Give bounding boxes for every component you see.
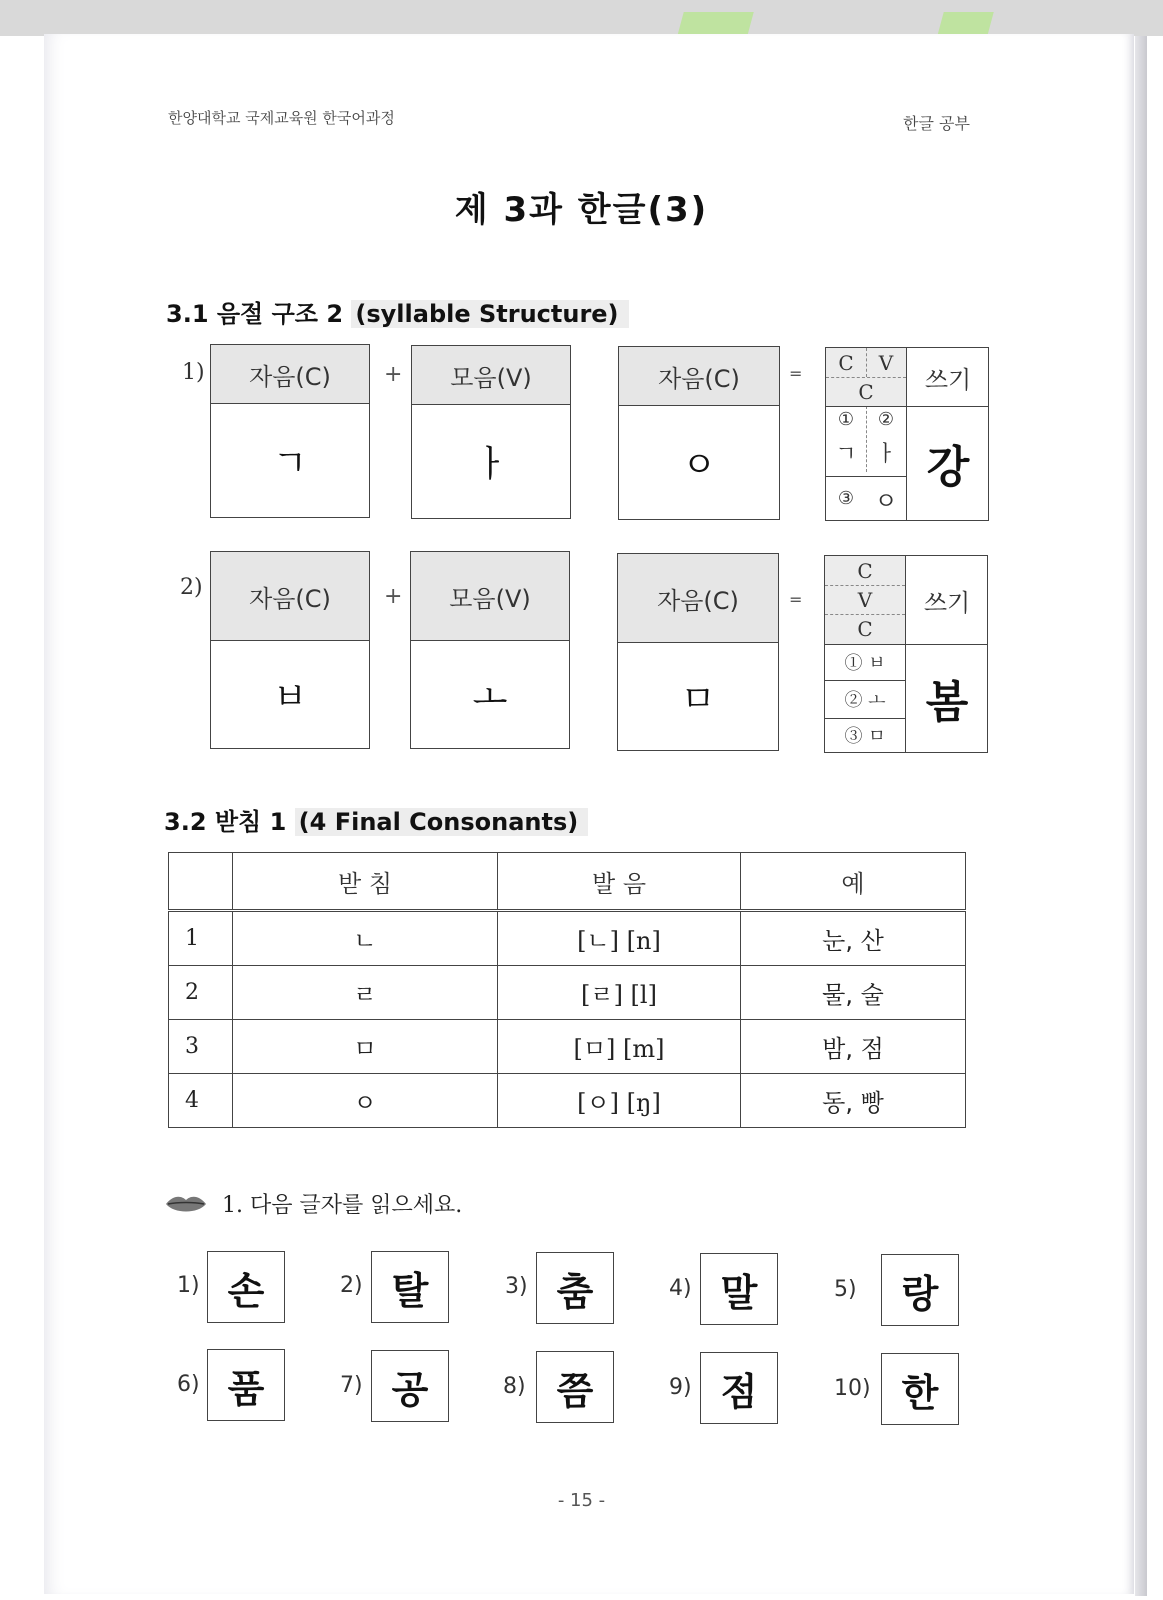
- step-2-jamo: ② ㅗ: [844, 690, 886, 711]
- section-title-ko: 받침 1: [214, 808, 287, 836]
- diagram-jamo-3: ㅇ: [874, 486, 898, 515]
- section-title-en: (4 Final Consonants): [295, 808, 589, 836]
- item-label: 5): [834, 1277, 857, 1302]
- step-3-marker: ③: [837, 487, 855, 509]
- step-2-marker: ②: [877, 408, 895, 430]
- section-title-final-consonants: [164, 802, 588, 837]
- item-label: 3): [505, 1274, 528, 1299]
- batchim-cell: ㅁ: [233, 1020, 498, 1074]
- example-cell: 눈, 산: [741, 911, 966, 966]
- item-label: 1): [177, 1273, 200, 1298]
- item-label: 7): [340, 1373, 363, 1398]
- syllable-card: 랑: [881, 1254, 959, 1326]
- syllable-card: 손: [207, 1251, 285, 1323]
- row-number: 3: [169, 1020, 233, 1074]
- table-header-example: 예: [741, 853, 966, 911]
- chapter-title: 제 3과 한글(3): [454, 190, 709, 230]
- example-cell: 물, 술: [741, 966, 966, 1020]
- pronunciation-cell: [ㅁ] [m]: [498, 1020, 741, 1074]
- diagram-jamo-1: ㄱ: [835, 441, 857, 467]
- table-row: [169, 1074, 966, 1128]
- batchim-cell: ㄹ: [233, 966, 498, 1020]
- vowel-jamo: ㅏ: [473, 443, 509, 485]
- exercise-instruction: [164, 1188, 462, 1219]
- syllable-card: 점: [700, 1352, 778, 1424]
- equals-sign: =: [789, 590, 803, 609]
- header-subject: 한글 공부: [903, 114, 970, 133]
- exercise-instruction-text: 1. 다음 글자를 읽으세요.: [222, 1193, 463, 1218]
- syllable-card: 품: [207, 1349, 285, 1421]
- equals-sign: =: [789, 364, 803, 383]
- final-consonant-box: [618, 346, 780, 520]
- table-header-pronunciation: 발 음: [498, 853, 741, 911]
- consonant-box: [210, 551, 370, 749]
- row-number: 2: [169, 966, 233, 1020]
- table-row: [169, 911, 966, 966]
- section-number: 3.1: [166, 300, 209, 328]
- table-header-row: [169, 853, 966, 911]
- batchim-cell: ㄴ: [233, 911, 498, 966]
- step-1-jamo: ① ㅂ: [844, 653, 886, 674]
- section-title-ko: 음절 구조 2: [216, 300, 344, 328]
- plus-sign: +: [384, 362, 403, 387]
- example-cell: 동, 빵: [741, 1074, 966, 1128]
- diagram-c-bottom: C: [857, 617, 873, 641]
- diagram-v-mid: V: [857, 587, 873, 612]
- final-consonant-jamo: ㅇ: [681, 444, 717, 486]
- diagram-jamo-2: ㅏ: [875, 441, 897, 467]
- batchim-cell: ㅇ: [233, 1074, 498, 1128]
- consonant-jamo: ㅂ: [272, 676, 308, 718]
- pronunciation-cell: [ㄹ] [l]: [498, 966, 741, 1020]
- syllable-card: 춤: [536, 1252, 614, 1324]
- final-consonant-header: 자음(C): [619, 347, 779, 406]
- table-header-blank: [169, 853, 233, 911]
- step-3-jamo: ③ ㅁ: [844, 726, 886, 747]
- item-label: 10): [834, 1376, 871, 1401]
- lips-icon: [164, 1192, 208, 1216]
- vowel-header: 모음(V): [411, 552, 569, 641]
- page-number: - 15 -: [557, 1490, 606, 1511]
- vowel-box: [410, 551, 570, 749]
- syllable-card: 탈: [371, 1251, 449, 1323]
- item-label: 9): [669, 1375, 692, 1400]
- section-title-en: (syllable Structure): [351, 300, 628, 328]
- final-consonant-jamo: ㅁ: [680, 678, 716, 720]
- item-label: 4): [669, 1276, 692, 1301]
- plus-sign: +: [384, 584, 403, 609]
- table-row: [169, 1020, 966, 1074]
- table-header-batchim: 받 침: [233, 853, 498, 911]
- page-edge: [1135, 36, 1147, 1596]
- consonant-header: 자음(C): [211, 345, 369, 404]
- consonant-jamo: ㄱ: [272, 442, 308, 484]
- write-label: 쓰기: [924, 365, 972, 394]
- diagram-v-top: V: [878, 350, 894, 375]
- vowel-header: 모음(V): [412, 346, 570, 405]
- vowel-jamo: ㅗ: [472, 676, 508, 718]
- diagram-c-bottom: C: [858, 379, 874, 404]
- final-consonant-header: 자음(C): [618, 554, 778, 643]
- syllable-diagram-cvc: [825, 347, 989, 521]
- final-consonant-box: [617, 553, 779, 751]
- item-label: 2): [340, 1273, 363, 1298]
- table-row: [169, 966, 966, 1020]
- consonant-box: [210, 344, 370, 518]
- final-consonant-table: [168, 852, 966, 1128]
- syllable-card: 말: [700, 1253, 778, 1325]
- item-label: 6): [177, 1372, 200, 1397]
- pronunciation-cell: [ㅇ] [ŋ]: [498, 1074, 741, 1128]
- example-cell: 밤, 점: [741, 1020, 966, 1074]
- written-syllable: 강: [926, 442, 970, 493]
- step-1-marker: ①: [837, 408, 855, 430]
- section-title-syllable-structure: [166, 294, 629, 329]
- row-number: 1: [169, 911, 233, 966]
- row-number: 4: [169, 1074, 233, 1128]
- row-label: 1): [182, 360, 205, 385]
- vowel-box: [411, 345, 571, 519]
- write-label: 쓰기: [923, 588, 971, 617]
- diagram-c-top: C: [838, 350, 854, 375]
- written-syllable: 봄: [925, 677, 969, 728]
- syllable-card: 공: [371, 1350, 449, 1422]
- item-label: 8): [503, 1374, 526, 1399]
- consonant-header: 자음(C): [211, 552, 369, 641]
- header-institution: 한양대학교 국제교육원 한국어과정: [168, 109, 395, 127]
- pronunciation-cell: [ㄴ] [n]: [498, 911, 741, 966]
- syllable-card: 쯤: [536, 1351, 614, 1423]
- row-label: 2): [180, 575, 203, 600]
- section-number: 3.2: [164, 808, 207, 836]
- syllable-card: 한: [881, 1353, 959, 1425]
- diagram-c-top: C: [857, 558, 873, 583]
- syllable-diagram-vertical: [824, 555, 988, 753]
